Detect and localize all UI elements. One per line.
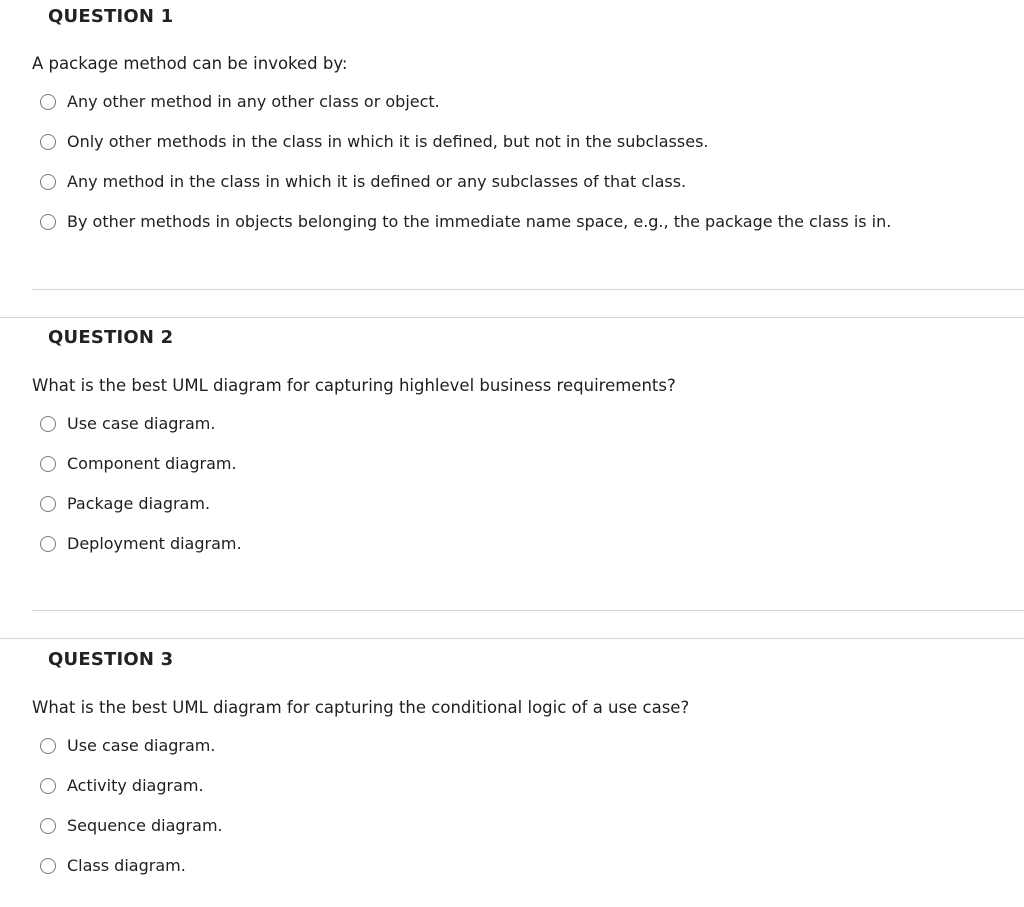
question-divider xyxy=(32,289,1024,290)
radio-button[interactable] xyxy=(40,536,56,552)
question-text: What is the best UML diagram for capturing highlevel business requirements? xyxy=(32,376,676,395)
answer-label: Package diagram. xyxy=(67,494,211,513)
answer-option[interactable] xyxy=(40,493,210,515)
answer-label: Sequence diagram. xyxy=(67,816,223,835)
answer-option[interactable] xyxy=(40,131,708,153)
question-title: QUESTION 1 xyxy=(48,6,174,27)
radio-button[interactable] xyxy=(40,738,56,754)
radio-button[interactable] xyxy=(40,214,56,230)
question-title: QUESTION 3 xyxy=(48,649,174,670)
answer-label: Only other methods in the class in which it is defined, but not in the subclasses. xyxy=(67,132,709,151)
question-title: QUESTION 2 xyxy=(48,327,174,348)
radio-button[interactable] xyxy=(40,94,56,110)
radio-button[interactable] xyxy=(40,456,56,472)
question-divider xyxy=(32,610,1024,611)
radio-button[interactable] xyxy=(40,416,56,432)
answer-label: Any method in the class in which it is defined or any subclasses of that class. xyxy=(67,172,687,191)
radio-button[interactable] xyxy=(40,858,56,874)
radio-button[interactable] xyxy=(40,496,56,512)
answer-option[interactable] xyxy=(40,775,204,797)
answer-label: Class diagram. xyxy=(67,856,186,875)
answer-option[interactable] xyxy=(40,533,242,555)
question-text: What is the best UML diagram for capturing the conditional logic of a use case? xyxy=(32,698,690,717)
radio-button[interactable] xyxy=(40,174,56,190)
answer-label: Activity diagram. xyxy=(67,776,204,795)
answer-option[interactable] xyxy=(40,211,891,233)
answer-label: Any other method in any other class or object. xyxy=(67,92,440,111)
answer-option[interactable] xyxy=(40,735,215,757)
radio-button[interactable] xyxy=(40,818,56,834)
answer-label: Use case diagram. xyxy=(67,736,216,755)
answer-option[interactable] xyxy=(40,413,215,435)
radio-button[interactable] xyxy=(40,778,56,794)
question-text: A package method can be invoked by: xyxy=(32,54,348,73)
answer-option[interactable] xyxy=(40,171,686,193)
answer-option[interactable] xyxy=(40,855,186,877)
answer-label: By other methods in objects belonging to the immediate name space, e.g., the package the class is in. xyxy=(67,212,892,231)
answer-option[interactable] xyxy=(40,91,440,113)
section-divider xyxy=(0,638,1024,639)
answer-option[interactable] xyxy=(40,815,223,837)
answer-label: Deployment diagram. xyxy=(67,534,242,553)
section-divider xyxy=(0,317,1024,318)
answer-label: Use case diagram. xyxy=(67,414,216,433)
radio-button[interactable] xyxy=(40,134,56,150)
answer-option[interactable] xyxy=(40,453,237,475)
answer-label: Component diagram. xyxy=(67,454,237,473)
